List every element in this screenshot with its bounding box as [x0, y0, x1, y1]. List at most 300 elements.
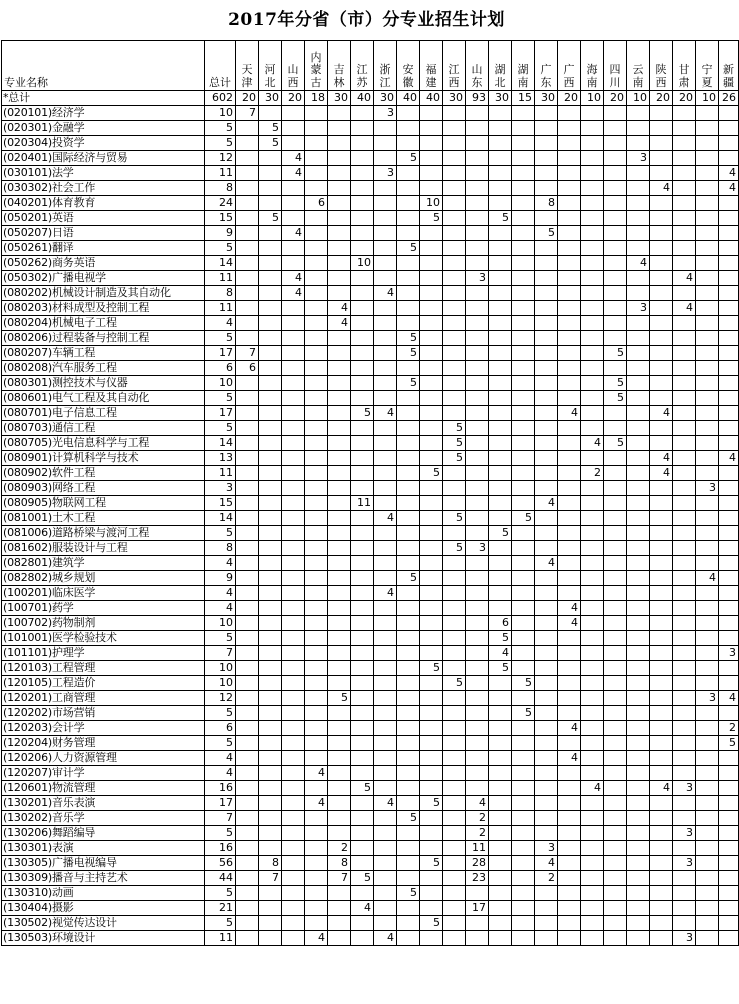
province-count-cell: [351, 556, 374, 571]
total-row: [2, 91, 739, 106]
province-count-cell: [719, 601, 739, 616]
province-count-cell: [397, 196, 420, 211]
province-count-cell: [328, 811, 351, 826]
province-count-cell: 4: [374, 796, 397, 811]
province-count-cell: [397, 271, 420, 286]
province-count-cell: [581, 826, 604, 841]
province-count-cell: [581, 106, 604, 121]
province-count-cell: [673, 811, 696, 826]
province-count-cell: [604, 781, 627, 796]
province-count-cell: [328, 541, 351, 556]
province-count-cell: [581, 136, 604, 151]
province-count-cell: [420, 316, 443, 331]
province-count-cell: [397, 406, 420, 421]
province-count-cell: [282, 691, 305, 706]
header-province: 甘肃: [673, 41, 696, 91]
province-count-cell: [236, 271, 259, 286]
province-count-cell: [397, 256, 420, 271]
province-count-cell: [397, 481, 420, 496]
province-count-cell: [604, 646, 627, 661]
province-count-cell: [535, 301, 558, 316]
total-count-cell: 4: [205, 586, 236, 601]
province-count-cell: [236, 511, 259, 526]
province-count-cell: [535, 886, 558, 901]
province-count-cell: [466, 361, 489, 376]
province-count-cell: [581, 571, 604, 586]
province-count-cell: [328, 631, 351, 646]
province-count-cell: [374, 631, 397, 646]
province-count-cell: [236, 331, 259, 346]
province-count-cell: [558, 481, 581, 496]
province-count-cell: [466, 136, 489, 151]
province-count-cell: [236, 721, 259, 736]
province-count-cell: [673, 376, 696, 391]
province-count-cell: [604, 406, 627, 421]
province-count-cell: [328, 586, 351, 601]
province-count-cell: [581, 721, 604, 736]
province-count-cell: 4: [328, 316, 351, 331]
province-count-cell: [535, 121, 558, 136]
province-count-cell: [696, 826, 719, 841]
province-count-cell: [604, 211, 627, 226]
province-count-cell: [236, 826, 259, 841]
province-count-cell: [650, 241, 673, 256]
province-count-cell: 10: [696, 91, 719, 106]
province-count-cell: [558, 631, 581, 646]
province-count-cell: [351, 601, 374, 616]
province-count-cell: [351, 121, 374, 136]
province-count-cell: [604, 361, 627, 376]
province-count-cell: 10: [627, 91, 650, 106]
province-count-cell: 5: [420, 466, 443, 481]
province-count-cell: [397, 106, 420, 121]
province-count-cell: [443, 181, 466, 196]
province-count-cell: [328, 556, 351, 571]
header-province: 广东: [535, 41, 558, 91]
province-count-cell: [558, 151, 581, 166]
province-count-cell: [305, 496, 328, 511]
province-count-cell: [696, 586, 719, 601]
province-count-cell: [696, 496, 719, 511]
province-count-cell: 4: [374, 286, 397, 301]
province-count-cell: [259, 826, 282, 841]
province-count-cell: [512, 301, 535, 316]
province-count-cell: [696, 106, 719, 121]
province-count-cell: [420, 331, 443, 346]
province-count-cell: [466, 436, 489, 451]
province-count-cell: [650, 796, 673, 811]
province-count-cell: [650, 256, 673, 271]
province-count-cell: [351, 541, 374, 556]
province-count-cell: [512, 796, 535, 811]
province-count-cell: [420, 241, 443, 256]
major-name-cell: (120203)会计学: [2, 721, 205, 736]
province-count-cell: [512, 736, 535, 751]
province-count-cell: [535, 316, 558, 331]
province-count-cell: [259, 181, 282, 196]
province-count-cell: [282, 361, 305, 376]
province-count-cell: [236, 781, 259, 796]
province-count-cell: [650, 106, 673, 121]
province-count-cell: [466, 226, 489, 241]
province-count-cell: [535, 136, 558, 151]
province-count-cell: [374, 331, 397, 346]
province-count-cell: 4: [581, 781, 604, 796]
province-count-cell: [535, 676, 558, 691]
province-count-cell: [535, 421, 558, 436]
province-count-cell: [236, 706, 259, 721]
province-count-cell: [443, 391, 466, 406]
province-count-cell: [351, 721, 374, 736]
province-count-cell: [259, 301, 282, 316]
province-count-cell: 4: [305, 766, 328, 781]
major-name-cell: (080203)材料成型及控制工程: [2, 301, 205, 316]
province-count-cell: [443, 691, 466, 706]
province-count-cell: [673, 496, 696, 511]
province-count-cell: [604, 331, 627, 346]
province-count-cell: [627, 931, 650, 946]
province-count-cell: [351, 226, 374, 241]
province-count-cell: [305, 391, 328, 406]
province-count-cell: [259, 391, 282, 406]
province-count-cell: [282, 406, 305, 421]
province-count-cell: [604, 766, 627, 781]
province-count-cell: [719, 436, 739, 451]
major-name-cell: (030101)法学: [2, 166, 205, 181]
province-count-cell: [650, 436, 673, 451]
province-count-cell: [535, 781, 558, 796]
province-count-cell: [535, 721, 558, 736]
province-count-cell: 4: [558, 616, 581, 631]
province-count-cell: [397, 496, 420, 511]
total-count-cell: 8: [205, 541, 236, 556]
province-count-cell: [558, 856, 581, 871]
province-count-cell: [650, 286, 673, 301]
province-count-cell: [719, 631, 739, 646]
major-name-cell: (080208)汽车服务工程: [2, 361, 205, 376]
province-count-cell: [328, 196, 351, 211]
province-count-cell: [719, 766, 739, 781]
province-count-cell: [305, 721, 328, 736]
province-count-cell: [719, 871, 739, 886]
province-count-cell: [489, 751, 512, 766]
province-count-cell: [305, 271, 328, 286]
province-count-cell: [489, 436, 512, 451]
province-count-cell: [420, 406, 443, 421]
province-count-cell: [627, 346, 650, 361]
province-count-cell: [673, 331, 696, 346]
province-count-cell: [604, 721, 627, 736]
province-count-cell: 5: [397, 151, 420, 166]
province-count-cell: [259, 751, 282, 766]
province-count-cell: [328, 376, 351, 391]
province-count-cell: [282, 601, 305, 616]
province-count-cell: [627, 631, 650, 646]
province-count-cell: [719, 316, 739, 331]
total-count-cell: 9: [205, 571, 236, 586]
province-count-cell: [282, 556, 305, 571]
province-count-cell: [627, 916, 650, 931]
province-count-cell: [512, 406, 535, 421]
province-count-cell: [282, 331, 305, 346]
header-province: 陕西: [650, 41, 673, 91]
province-count-cell: [650, 481, 673, 496]
province-count-cell: [351, 451, 374, 466]
province-count-cell: [512, 691, 535, 706]
province-count-cell: [719, 361, 739, 376]
province-count-cell: [512, 661, 535, 676]
province-count-cell: [627, 871, 650, 886]
province-count-cell: [627, 286, 650, 301]
province-count-cell: [282, 931, 305, 946]
province-count-cell: [420, 391, 443, 406]
province-count-cell: [443, 196, 466, 211]
province-count-cell: [328, 271, 351, 286]
province-count-cell: [443, 406, 466, 421]
province-count-cell: [443, 571, 466, 586]
province-count-cell: [627, 616, 650, 631]
province-count-cell: [259, 571, 282, 586]
province-count-cell: [512, 316, 535, 331]
province-count-cell: [512, 901, 535, 916]
province-count-cell: [374, 856, 397, 871]
province-count-cell: [719, 901, 739, 916]
province-count-cell: [466, 106, 489, 121]
province-count-cell: [673, 391, 696, 406]
province-count-cell: [259, 451, 282, 466]
total-count-cell: 5: [205, 706, 236, 721]
province-count-cell: [466, 676, 489, 691]
province-count-cell: [627, 481, 650, 496]
province-count-cell: [420, 301, 443, 316]
province-count-cell: [420, 721, 443, 736]
province-count-cell: [489, 601, 512, 616]
province-count-cell: [374, 361, 397, 376]
province-count-cell: [696, 331, 719, 346]
province-count-cell: 4: [282, 286, 305, 301]
province-count-cell: [259, 151, 282, 166]
province-count-cell: [512, 781, 535, 796]
province-count-cell: [397, 931, 420, 946]
province-count-cell: [627, 436, 650, 451]
province-count-cell: [719, 481, 739, 496]
province-count-cell: [374, 646, 397, 661]
major-name-cell: (120103)工程管理: [2, 661, 205, 676]
province-count-cell: [719, 151, 739, 166]
total-count-cell: 602: [205, 91, 236, 106]
province-count-cell: [650, 916, 673, 931]
province-count-cell: [627, 466, 650, 481]
table-row: [2, 166, 739, 181]
province-count-cell: [420, 511, 443, 526]
province-count-cell: [305, 601, 328, 616]
major-name-cell: (120601)物流管理: [2, 781, 205, 796]
header-province: 安徽: [397, 41, 420, 91]
province-count-cell: [259, 931, 282, 946]
province-count-cell: [627, 451, 650, 466]
total-count-cell: 10: [205, 376, 236, 391]
province-count-cell: [305, 811, 328, 826]
header-province: 浙江: [374, 41, 397, 91]
province-count-cell: 20: [604, 91, 627, 106]
province-count-cell: [351, 391, 374, 406]
major-name-cell: (081602)服装设计与工程: [2, 541, 205, 556]
province-count-cell: [420, 271, 443, 286]
province-count-cell: [696, 196, 719, 211]
province-count-cell: [466, 286, 489, 301]
province-count-cell: [696, 931, 719, 946]
province-count-cell: [558, 196, 581, 211]
province-count-cell: 5: [259, 121, 282, 136]
major-name-cell: (050302)广播电视学: [2, 271, 205, 286]
province-count-cell: [604, 586, 627, 601]
province-count-cell: [282, 916, 305, 931]
province-count-cell: 5: [397, 886, 420, 901]
province-count-cell: [489, 586, 512, 601]
province-count-cell: [397, 706, 420, 721]
province-count-cell: [650, 751, 673, 766]
province-count-cell: [305, 166, 328, 181]
major-name-cell: (120201)工商管理: [2, 691, 205, 706]
province-count-cell: 20: [673, 91, 696, 106]
province-count-cell: [719, 811, 739, 826]
province-count-cell: [558, 781, 581, 796]
province-count-cell: [282, 796, 305, 811]
province-count-cell: [512, 631, 535, 646]
province-count-cell: [489, 736, 512, 751]
province-count-cell: [512, 421, 535, 436]
province-count-cell: [535, 616, 558, 631]
province-count-cell: 17: [466, 901, 489, 916]
province-count-cell: [236, 691, 259, 706]
province-count-cell: [650, 331, 673, 346]
province-count-cell: [466, 181, 489, 196]
province-count-cell: 15: [512, 91, 535, 106]
province-count-cell: 5: [420, 661, 443, 676]
province-count-cell: [328, 661, 351, 676]
province-count-cell: [374, 241, 397, 256]
province-count-cell: [512, 166, 535, 181]
province-count-cell: [535, 526, 558, 541]
province-count-cell: [650, 886, 673, 901]
province-count-cell: [696, 661, 719, 676]
province-count-cell: [236, 751, 259, 766]
province-count-cell: [696, 646, 719, 661]
province-count-cell: [512, 331, 535, 346]
province-count-cell: [236, 901, 259, 916]
province-count-cell: [512, 241, 535, 256]
province-count-cell: [489, 376, 512, 391]
province-count-cell: [627, 181, 650, 196]
province-count-cell: [466, 886, 489, 901]
province-count-cell: [236, 886, 259, 901]
table-row: [2, 736, 739, 751]
table-row: [2, 631, 739, 646]
province-count-cell: [236, 601, 259, 616]
province-count-cell: [696, 226, 719, 241]
major-name-cell: (130206)舞蹈编导: [2, 826, 205, 841]
major-name-cell: (080202)机械设计制造及其自动化: [2, 286, 205, 301]
province-count-cell: [558, 736, 581, 751]
province-count-cell: [604, 511, 627, 526]
province-count-cell: [512, 721, 535, 736]
province-count-cell: [558, 871, 581, 886]
major-name-cell: (130309)播音与主持艺术: [2, 871, 205, 886]
province-count-cell: [374, 826, 397, 841]
province-count-cell: [696, 151, 719, 166]
province-count-cell: [604, 466, 627, 481]
province-count-cell: [397, 316, 420, 331]
province-count-cell: [535, 736, 558, 751]
province-count-cell: [696, 886, 719, 901]
province-count-cell: [397, 901, 420, 916]
province-count-cell: [466, 526, 489, 541]
province-count-cell: [374, 571, 397, 586]
province-count-cell: [305, 466, 328, 481]
province-count-cell: [558, 661, 581, 676]
province-count-cell: [650, 526, 673, 541]
province-count-cell: [328, 421, 351, 436]
province-count-cell: 4: [558, 721, 581, 736]
province-count-cell: [259, 436, 282, 451]
province-count-cell: [673, 196, 696, 211]
province-count-cell: [305, 841, 328, 856]
province-count-cell: [696, 421, 719, 436]
province-count-cell: [443, 376, 466, 391]
province-count-cell: [673, 616, 696, 631]
province-count-cell: [604, 601, 627, 616]
province-count-cell: [305, 106, 328, 121]
province-count-cell: [397, 871, 420, 886]
province-count-cell: [535, 151, 558, 166]
province-count-cell: [236, 226, 259, 241]
province-count-cell: [420, 151, 443, 166]
province-count-cell: [627, 376, 650, 391]
province-count-cell: [420, 781, 443, 796]
province-count-cell: [627, 136, 650, 151]
province-count-cell: [420, 556, 443, 571]
province-count-cell: [581, 196, 604, 211]
province-count-cell: [719, 541, 739, 556]
province-count-cell: [397, 226, 420, 241]
major-name-cell: (130201)音乐表演: [2, 796, 205, 811]
province-count-cell: [420, 871, 443, 886]
province-count-cell: [535, 451, 558, 466]
province-count-cell: [420, 376, 443, 391]
province-count-cell: [397, 166, 420, 181]
table-row: [2, 376, 739, 391]
province-count-cell: 4: [719, 451, 739, 466]
province-count-cell: [627, 841, 650, 856]
province-count-cell: [236, 196, 259, 211]
major-name-cell: (080204)机械电子工程: [2, 316, 205, 331]
province-count-cell: [719, 226, 739, 241]
province-count-cell: [282, 451, 305, 466]
table-row: [2, 301, 739, 316]
province-count-cell: [489, 901, 512, 916]
province-count-cell: [374, 136, 397, 151]
province-count-cell: [673, 361, 696, 376]
province-count-cell: [512, 751, 535, 766]
province-count-cell: [466, 166, 489, 181]
province-count-cell: [581, 886, 604, 901]
table-row: [2, 901, 739, 916]
province-count-cell: [558, 526, 581, 541]
province-count-cell: [374, 316, 397, 331]
province-count-cell: [558, 391, 581, 406]
province-count-cell: [489, 331, 512, 346]
province-count-cell: [696, 916, 719, 931]
